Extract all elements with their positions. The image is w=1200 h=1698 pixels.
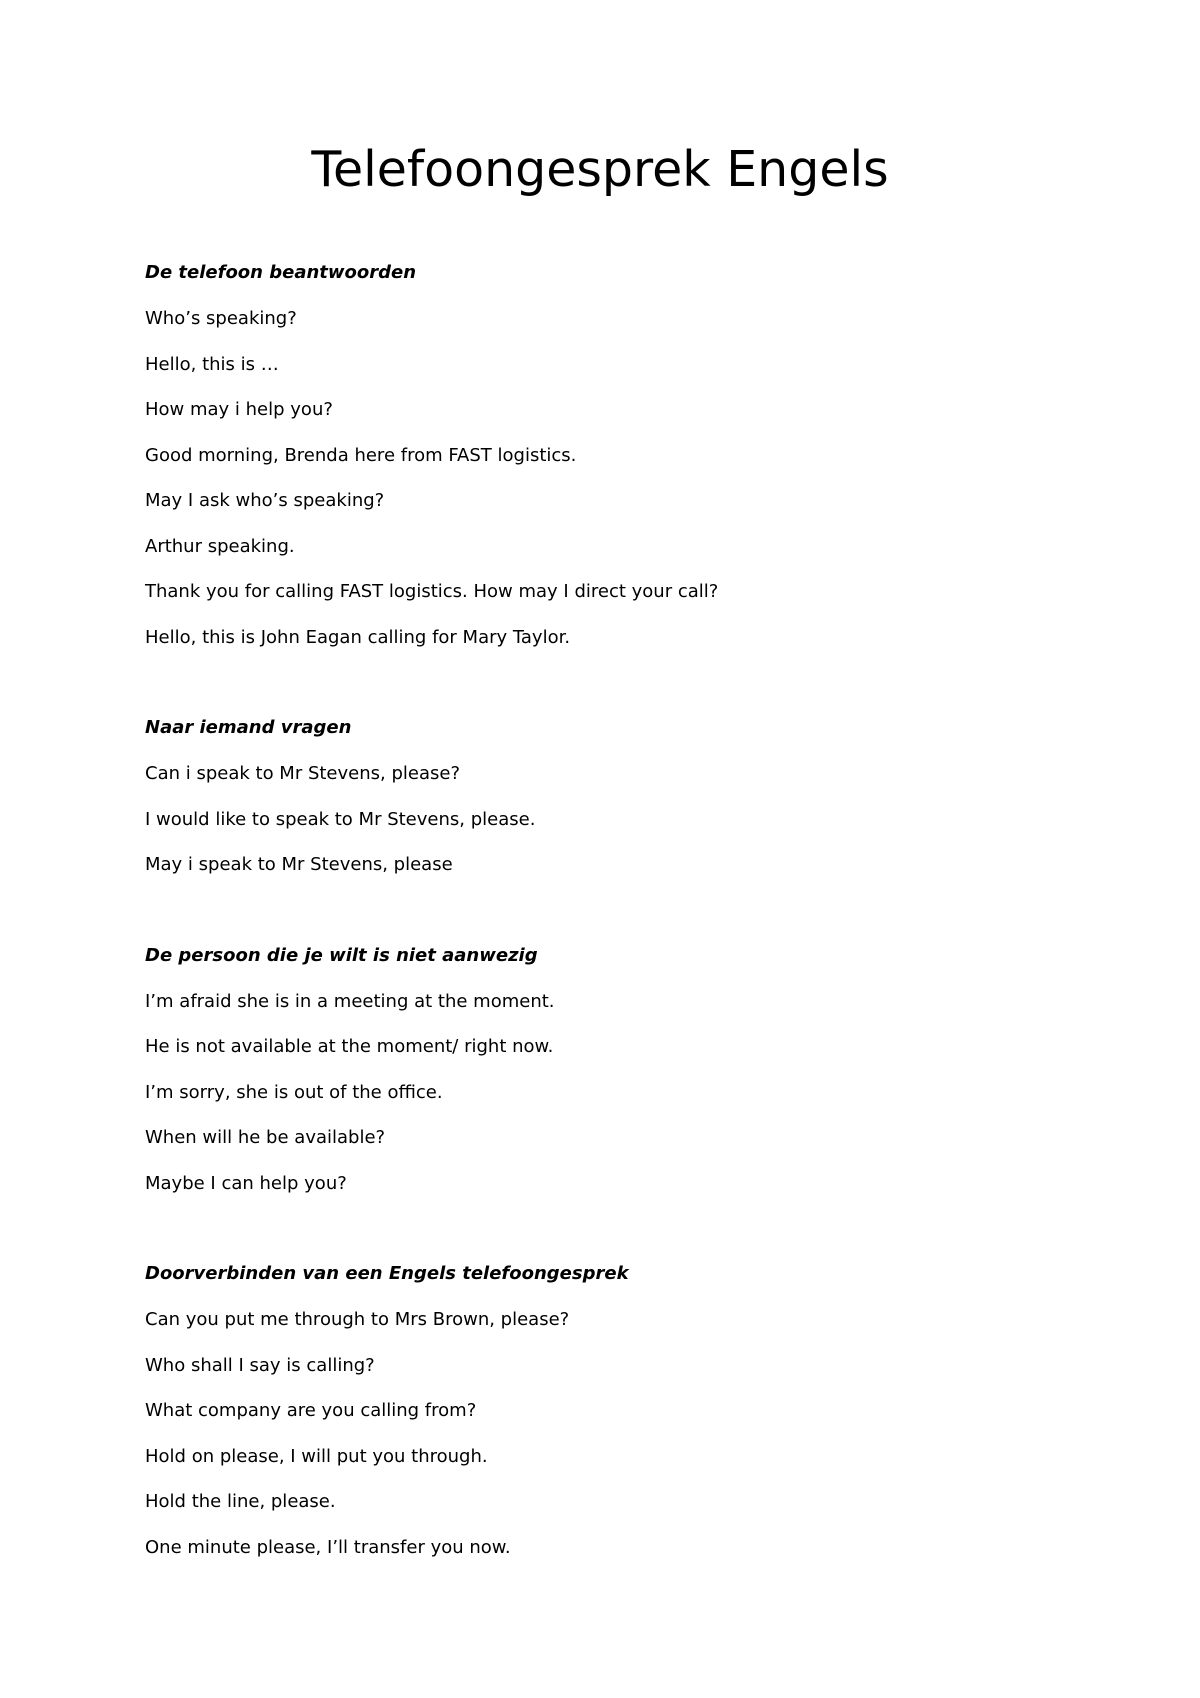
phrase-line: Who’s speaking? [145,308,297,329]
section-heading: Doorverbinden van een Engels telefoongesprek [145,1263,629,1284]
phrase-line: I would like to speak to Mr Stevens, please. [145,808,536,830]
phrase-line: Hello, this is John Eagan calling for Mary Taylor. [145,626,571,648]
phrase-line: Who shall I say is calling? [145,1354,375,1376]
phrase-line: Can you put me through to Mrs Brown, please? [145,1309,570,1330]
phrase-line: Thank you for calling FAST logistics. How may I direct your call? [145,581,719,602]
page-title: Telefoongesprek Engels [311,141,889,198]
phrase-line: Can i speak to Mr Stevens, please? [145,763,460,784]
section-person-not-available [145,933,1105,1207]
section-asking-for-someone [145,705,1105,888]
phrase-line: Arthur speaking. [145,535,295,557]
phrase-line: May i speak to Mr Stevens, please [145,854,453,875]
phrase-line: Good morning, Brenda here from FAST logistics. [145,444,577,466]
phrase-line: When will he be available? [145,1127,386,1148]
phrase-line: I’m afraid she is in a meeting at the moment. [145,990,555,1012]
phrase-line: How may i help you? [145,399,333,420]
phrase-line: He is not available at the moment/ right now. [145,1036,554,1057]
phrase-line: Hello, this is … [145,353,279,375]
section-answering-phone [145,250,1105,660]
phrase-line: Hold on please, I will put you through. [145,1445,488,1467]
phrase-line: May I ask who’s speaking? [145,490,385,511]
document-body [145,250,1105,1615]
phrase-line: Maybe I can help you? [145,1172,347,1194]
phrase-line: What company are you calling from? [145,1400,477,1421]
phrase-line: Hold the line, please. [145,1491,336,1512]
section-heading: De persoon die je wilt is niet aanwezig [145,944,538,966]
phrase-line: I’m sorry, she is out of the office. [145,1081,443,1103]
section-heading: De telefoon beantwoorden [145,262,417,283]
section-heading: Naar iemand vragen [145,717,352,738]
phrase-line: One minute please, I’ll transfer you now. [145,1536,511,1558]
section-transferring-call [145,1251,1105,1570]
